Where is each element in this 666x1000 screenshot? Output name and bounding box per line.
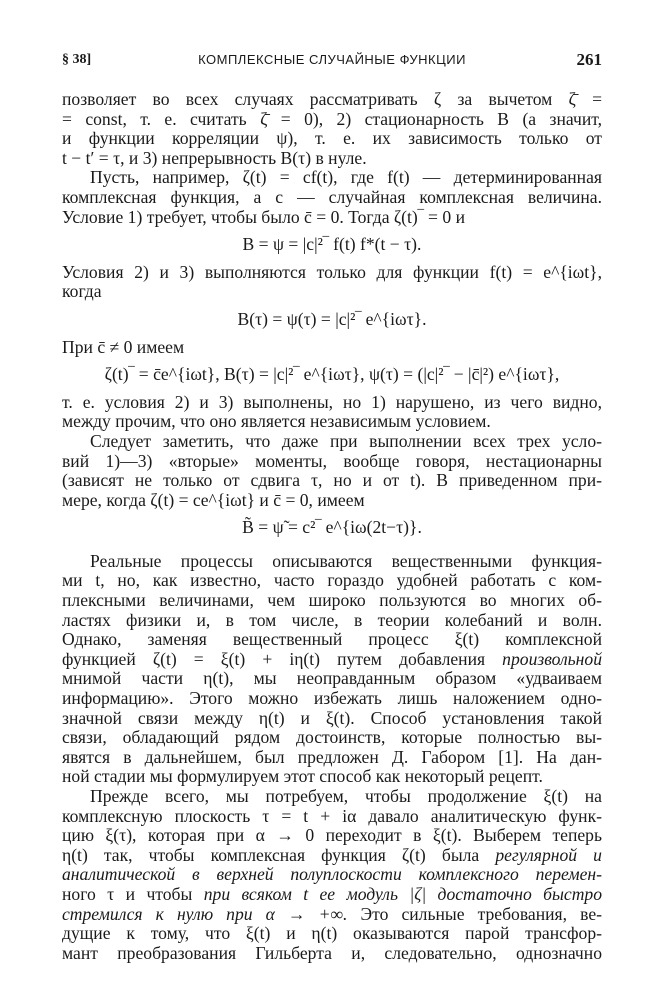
text-line: Пусть, например, ζ(t) = cf(t), где f(t) — детерминированная [90, 167, 602, 188]
text-line: Прежде всего, мы потребуем, чтобы продолжение ξ(t) на [90, 786, 602, 806]
equation: ζ(t)‾ = c̄e^{iωt}, B(τ) = |c|²‾ e^{iωτ}, ψ(τ) = (|c|²‾ − |c̄|²) e^{iωτ}, [104, 364, 560, 385]
text-line: т. е. условия 2) и 3) выполнены, но 1) нарушено, из чего видно, [62, 391, 602, 412]
chapter-title: КОМПЛЕКСНЫЕ СЛУЧАЙНЫЕ ФУНКЦИИ [198, 52, 466, 67]
text-line: позволяет во всех случаях рассматривать ζ за вычетом ζ̄ = [62, 89, 602, 109]
text-line: ного τ и чтобы при всяком t ее модуль |ζ| достаточно быстро [62, 883, 603, 904]
text-line: стремился к нулю при α → +∞. Это сильные требования, ве- [62, 903, 602, 924]
text-line: При c̄ ≠ 0 имеем [62, 336, 185, 357]
text-line: цию ξ(τ), которая при α → 0 переходит в ξ(t). Выберем теперь [62, 825, 602, 846]
text-line: и функции корреляции ψ), т. е. их зависимость только от [62, 128, 602, 149]
page-number: 261 [576, 50, 602, 69]
text-line: дущие к тому, что ξ(t) и η(t) оказываются парой трансфор- [62, 923, 602, 944]
section-number: § 38] [62, 52, 92, 67]
text-line: мнимой части η(t), мы неоправданным образом «удваиваем [62, 668, 602, 689]
text-line: вий 1)—3) «вторые» моменты, вообще говоря, нестационарны [62, 450, 602, 471]
text-line: η(t) так, чтобы комплексная функция ζ(t) была регулярной и [62, 844, 602, 865]
text-line: между прочим, что оно является независимым условием. [62, 411, 491, 432]
running-header [62, 48, 602, 72]
text-line: ластях физики и, в том числе, в теории колебаний и волн. [62, 609, 602, 630]
page-body [62, 90, 602, 963]
text-line: явятся в дальнейшем, был предложен Д. Габором [1]. На дан- [62, 746, 602, 767]
text-line: Следует заметить, что даже при выполнении всех трех усло- [90, 430, 602, 451]
text-line: комплексная функция, а c — случайная комплексная величина. [62, 186, 602, 207]
text-line: плексными величинами, чем широко пользуются во многих об- [62, 590, 602, 611]
equation: B = ψ = |c|²‾ f(t) f*(t − τ). [242, 234, 422, 255]
text-line: значной связи между η(t) и ξ(t). Способ установления такой [62, 707, 602, 728]
text-line: ной стадии мы формулируем этот способ как некоторый рецепт. [62, 766, 543, 787]
text-line: ми t, но, как известно, часто гораздо удобней работать с ком- [62, 570, 602, 591]
text-line: (зависят не только от сдвига τ, но и от t). В приведенном при- [62, 470, 602, 491]
text-line: связи, обладающий рядом достоинств, которые полностью вы- [62, 727, 602, 748]
text-line: Реальные процессы описываются вещественными функция- [90, 550, 602, 571]
equation: B̃ = ψ̃ = c²‾ e^{iω(2t−τ)}. [242, 517, 422, 538]
text-line: = const, т. е. считать ζ̄ = 0), 2) стационарность B (а значит, [62, 108, 602, 129]
text-line: аналитической в верхней полуплоскости комплексного перемен- [62, 864, 602, 885]
text-line: информацию». Этого можно избежать лишь наложением одно- [62, 688, 602, 709]
text-line: Условия 2) и 3) выполняются только для функции f(t) = e^{iωt}, [62, 261, 602, 282]
text-line: мант преобразования Гильберта и, следовательно, однозначно [62, 942, 602, 963]
text-line: Однако, заменяя вещественный процесс ξ(t) комплексной [62, 629, 602, 650]
text-line: мере, когда ζ(t) = ce^{iωt} и c̄ = 0, имеем [62, 489, 365, 510]
text-line: функцией ζ(t) = ξ(t) + iη(t) путем добавления произвольной [62, 648, 602, 669]
equation: B(τ) = ψ(τ) = |c|²‾ e^{iωτ}. [237, 308, 427, 329]
text-line: Условие 1) требует, чтобы было c̄ = 0. Тогда ζ(t)‾ = 0 и [62, 206, 465, 227]
text-line: когда [62, 281, 102, 302]
text-line: t − t′ = τ, и 3) непрерывность B(τ) в нуле. [62, 147, 367, 168]
text-line: комплексную плоскость τ = t + iα давало аналитическую функ- [62, 805, 602, 826]
